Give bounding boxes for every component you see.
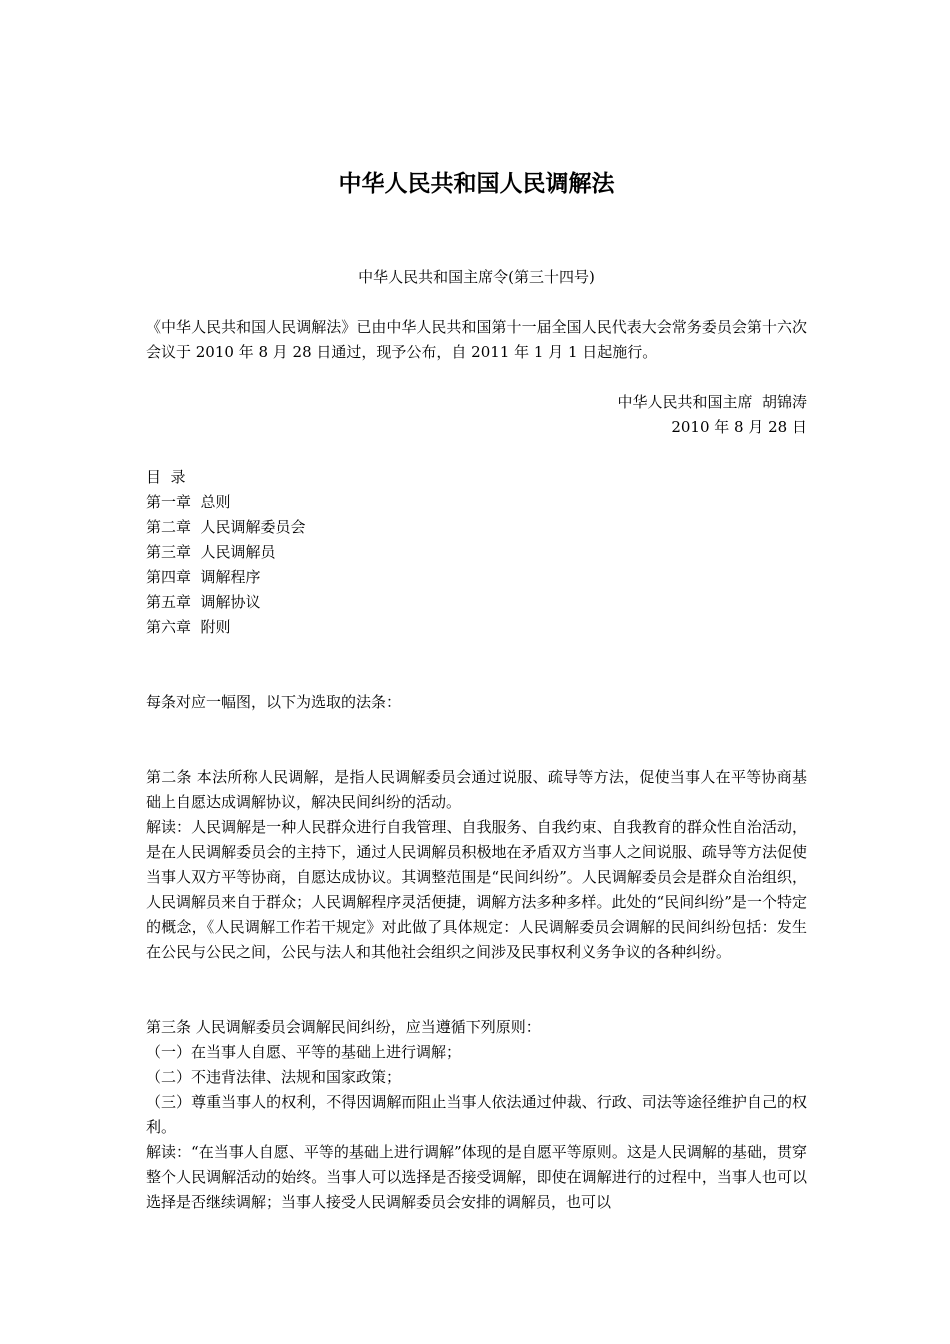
toc-heading: 目 录 xyxy=(146,468,186,486)
article-3-text: 第三条 人民调解委员会调解民间纠纷，应当遵循下列原则： xyxy=(146,1018,541,1036)
article-2 xyxy=(146,765,807,965)
article-2-text: 第二条 本法所称人民调解，是指人民调解委员会通过说服、疏导等方法，促使当事人在平等协商基础上自愿达成调解协议，解决民间纠纷的活动。 xyxy=(146,768,807,811)
toc-chapter-3: 第三章 人民调解员 xyxy=(146,543,276,561)
article-3-item-2: （二）不违背法律、法规和国家政策； xyxy=(146,1068,402,1086)
article-2-commentary: 解读：人民调解是一种人民群众进行自我管理、自我服务、自我约束、自我教育的群众性自治活动，是在人民调解委员会的主持下，通过人民调解员积极地在矛盾双方当事人之间说服、疏导等方法促使当事人双方平等协商，自愿达成协议。其调整范围是“民间纠纷”。人民调解委员会是群众自治组织，人民调解员来自于群众；人民调解程序灵活便捷，调解方法多种多样。此处的“民间纠纷”是一个特定的概念，《人民调解工作若干规定》对此做了具体规定：人民调解委员会调解的民间纠纷包括：发生在公民与公民之间，公民与法人和其他社会组织之间涉及民事权利义务争议的各种纠纷。 xyxy=(146,818,807,961)
article-3-commentary: 解读：“在当事人自愿、平等的基础上进行调解”体现的是自愿平等原则。这是人民调解的基础，贯穿整个人民调解活动的始终。当事人可以选择是否接受调解，即使在调解进行的过程中，当事人也可以选择是否继续调解；当事人接受人民调解委员会安排的调解员，也可以 xyxy=(146,1143,807,1211)
article-3-item-3: （三）尊重当事人的权利，不得因调解而阻止当事人依法通过仲裁、行政、司法等途径维护自己的权利。 xyxy=(146,1093,807,1136)
toc-chapter-5: 第五章 调解协议 xyxy=(146,593,261,611)
article-3-item-1: （一）在当事人自愿、平等的基础上进行调解； xyxy=(146,1043,462,1061)
toc-chapter-1: 第一章 总则 xyxy=(146,493,231,511)
toc-chapter-2: 第二章 人民调解委员会 xyxy=(146,518,306,536)
promulgation-text: 《中华人民共和国人民调解法》已由中华人民共和国第十一届全国人民代表大会常务委员会第十六次会议于 2010 年 8 月 28 日通过，现予公布，自 2011 年 1 月 1 日起施行。 xyxy=(146,318,807,361)
document-title: 中华人民共和国人民调解法 xyxy=(338,171,615,197)
signature-block xyxy=(146,390,807,440)
intro-text: 每条对应一幅图，以下为选取的法条： xyxy=(146,693,402,711)
signatory: 中华人民共和国主席 胡锦涛 xyxy=(617,393,807,411)
article-3 xyxy=(146,1015,807,1215)
table-of-contents xyxy=(146,465,807,640)
document-page xyxy=(146,0,807,1344)
sign-date: 2010 年 8 月 28 日 xyxy=(671,418,807,436)
toc-chapter-4: 第四章 调解程序 xyxy=(146,568,261,586)
presidential-order-title: 中华人民共和国主席令(第三十四号) xyxy=(358,268,595,286)
toc-chapter-6: 第六章 附则 xyxy=(146,618,231,636)
